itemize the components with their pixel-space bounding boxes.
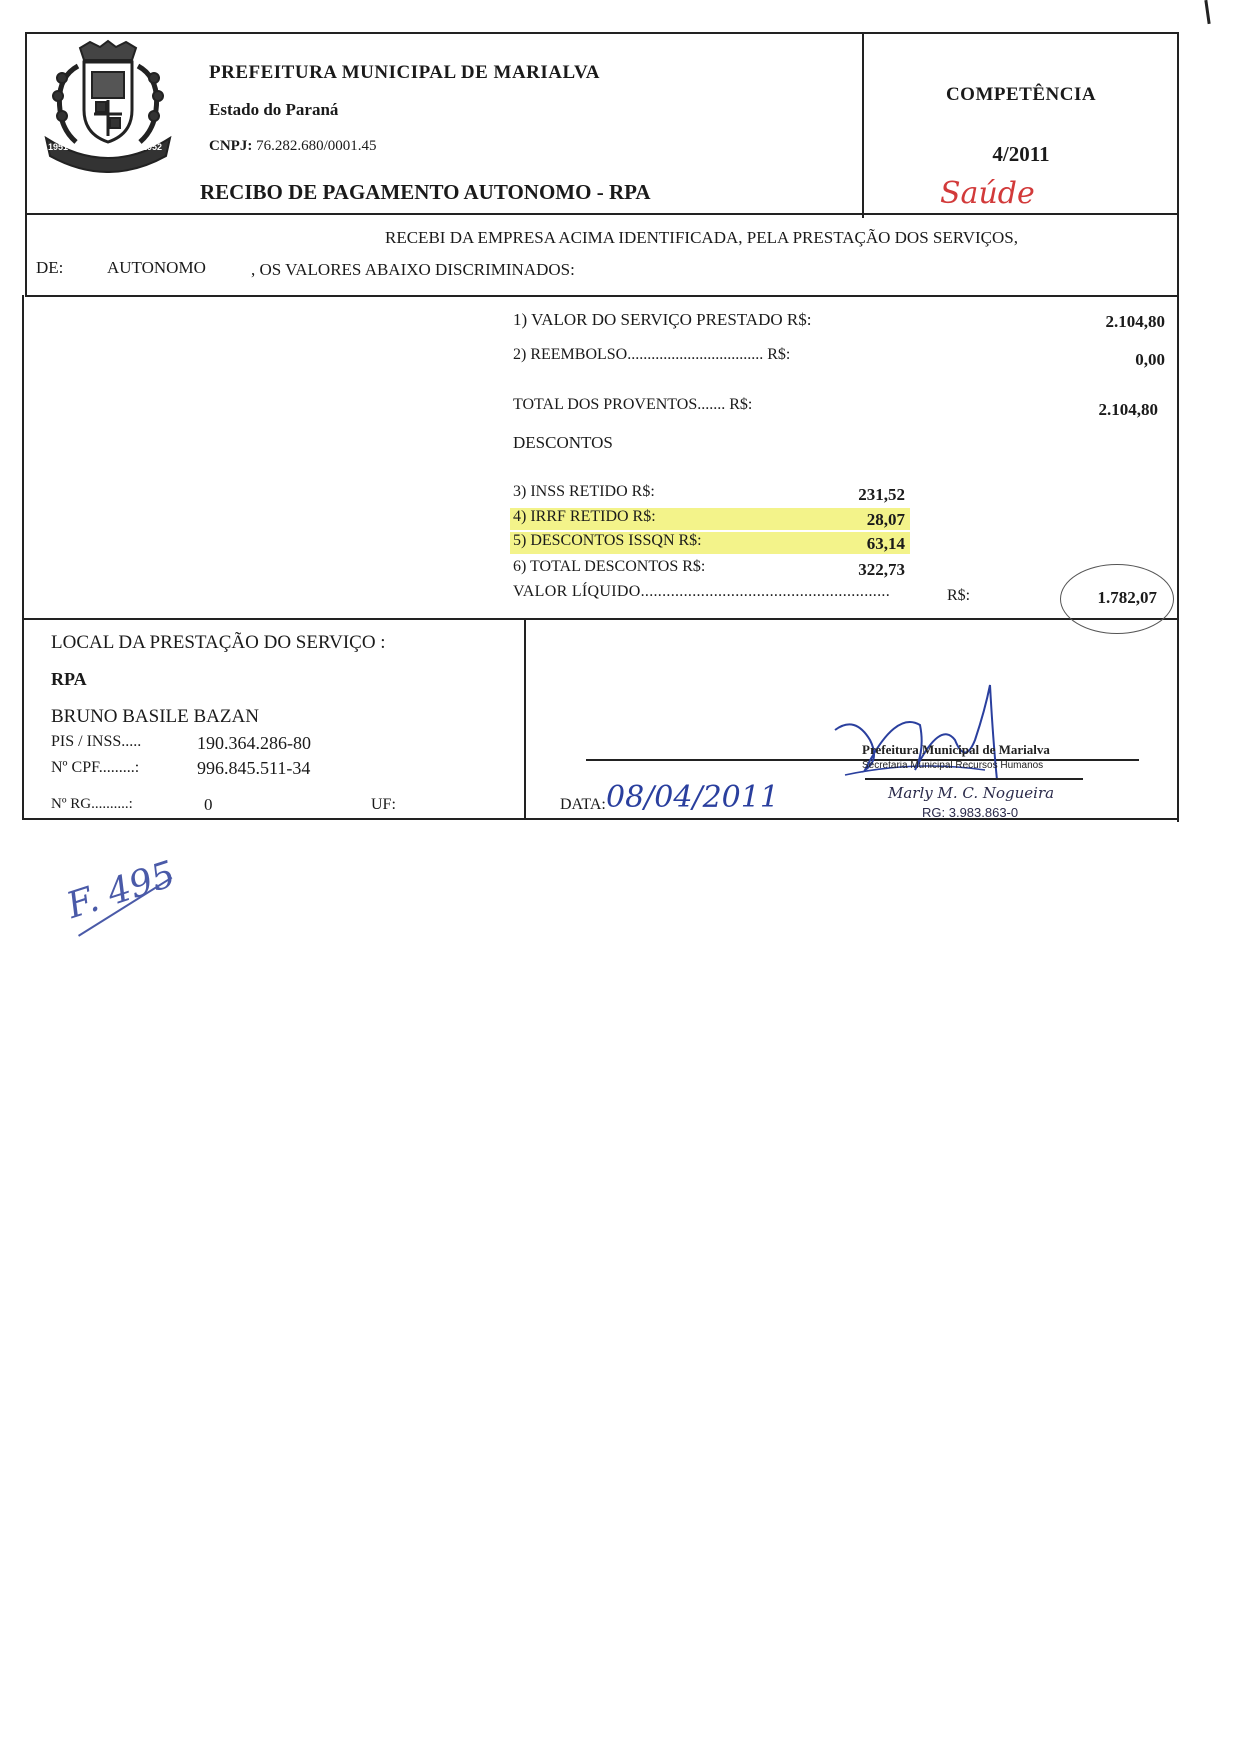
- local-value: RPA: [51, 669, 87, 689]
- total-descontos-value: 322,73: [858, 560, 905, 579]
- inss-label: 3) INSS RETIDO R$:: [513, 483, 655, 500]
- crest-ribbon-text: MARIALVA: [84, 144, 136, 155]
- values-bottom-line: [22, 618, 1179, 620]
- stamp-rg: RG: 3.983.863-0: [922, 805, 1019, 820]
- issqn-value: 63,14: [866, 534, 905, 553]
- handwritten-folio-note: F. 495: [62, 853, 181, 927]
- uf-label: UF:: [371, 796, 396, 813]
- document-title: RECIBO DE PAGAMENTO AUTONOMO - RPA: [200, 180, 651, 204]
- liquido-value: 1.782,07: [1097, 588, 1157, 607]
- header-divider: [862, 32, 864, 218]
- header-bottom-line: [25, 213, 1179, 215]
- org-name: PREFEITURA MUNICIPAL DE MARIALVA: [209, 62, 600, 83]
- inss-value: 231,52: [858, 485, 905, 504]
- receipt-statement-cont: , OS VALORES ABAIXO DISCRIMINADOS:: [251, 260, 575, 279]
- total-proventos-label: TOTAL DOS PROVENTOS....... R$:: [513, 396, 753, 413]
- cnpj-line: [209, 138, 377, 155]
- pis-value: 190.364.286-80: [197, 733, 311, 753]
- rg-label: Nº RG..........:: [51, 796, 133, 812]
- de-label: DE:: [36, 258, 64, 277]
- pis-label: PIS / INSS.....: [51, 733, 142, 750]
- frame-left-bottom: [22, 295, 24, 820]
- provider-name: BRUNO BASILE BAZAN: [51, 706, 259, 727]
- statement-bottom-line: [25, 295, 1179, 297]
- frame-left-mid: [25, 213, 27, 297]
- liquido-currency: R$:: [947, 587, 971, 604]
- total-descontos-label: 6) TOTAL DESCONTOS R$:: [513, 558, 706, 575]
- org-state: Estado do Paraná: [209, 100, 339, 119]
- crest-year-left: 1951: [48, 142, 69, 152]
- de-value: AUTONOMO: [107, 258, 206, 277]
- cpf-value: 996.845.511-34: [197, 758, 311, 778]
- handwritten-date: 08/04/2011: [606, 780, 779, 815]
- cnpj-label: CNPJ:: [209, 138, 253, 154]
- reembolso-label: 2) REEMBOLSO.................................. R$:: [513, 346, 791, 363]
- stamp-line-2: Secretaria Municipal Recursos Humanos: [862, 760, 1044, 771]
- issqn-label: 5) DESCONTOS ISSQN R$:: [513, 532, 702, 549]
- rg-value: 0: [204, 795, 213, 814]
- local-label: LOCAL DA PRESTAÇÃO DO SERVIÇO :: [51, 632, 386, 653]
- competencia-label: COMPETÊNCIA: [945, 84, 1097, 105]
- cnpj-value: 76.282.680/0001.45: [256, 138, 377, 154]
- servico-value: 2.104,80: [1105, 312, 1165, 331]
- provider-divider: [524, 618, 526, 820]
- municipal-crest-icon: [40, 38, 175, 173]
- data-label: DATA:: [560, 796, 606, 813]
- competencia-value: 4/2011: [992, 142, 1050, 166]
- cpf-label: Nº CPF.........:: [51, 759, 140, 776]
- descontos-heading: DESCONTOS: [513, 433, 613, 452]
- liquido-label: VALOR LÍQUIDO..........................................................: [513, 583, 890, 600]
- servico-label: 1) VALOR DO SERVIÇO PRESTADO R$:: [513, 310, 812, 329]
- stamp-line-1: Prefeitura Municipal de Marialva: [862, 742, 1050, 757]
- frame-left-top: [25, 32, 27, 214]
- stamp-underline: [865, 778, 1083, 780]
- scan-mark: [1204, 0, 1210, 24]
- crest-year-right: 1952: [142, 142, 163, 152]
- irrf-label: 4) IRRF RETIDO R$:: [513, 508, 656, 525]
- handwritten-department-note: Saúde: [940, 176, 1035, 211]
- irrf-value: 28,07: [866, 510, 905, 529]
- frame-top: [25, 32, 1179, 34]
- stamp-name: Marly M. C. Nogueira: [888, 784, 1055, 802]
- receipt-statement: RECEBI DA EMPRESA ACIMA IDENTIFICADA, PELA PRESTAÇÃO DOS SERVIÇOS,: [385, 228, 1018, 247]
- reembolso-value: 0,00: [1135, 350, 1165, 369]
- total-proventos-value: 2.104,80: [1098, 400, 1158, 419]
